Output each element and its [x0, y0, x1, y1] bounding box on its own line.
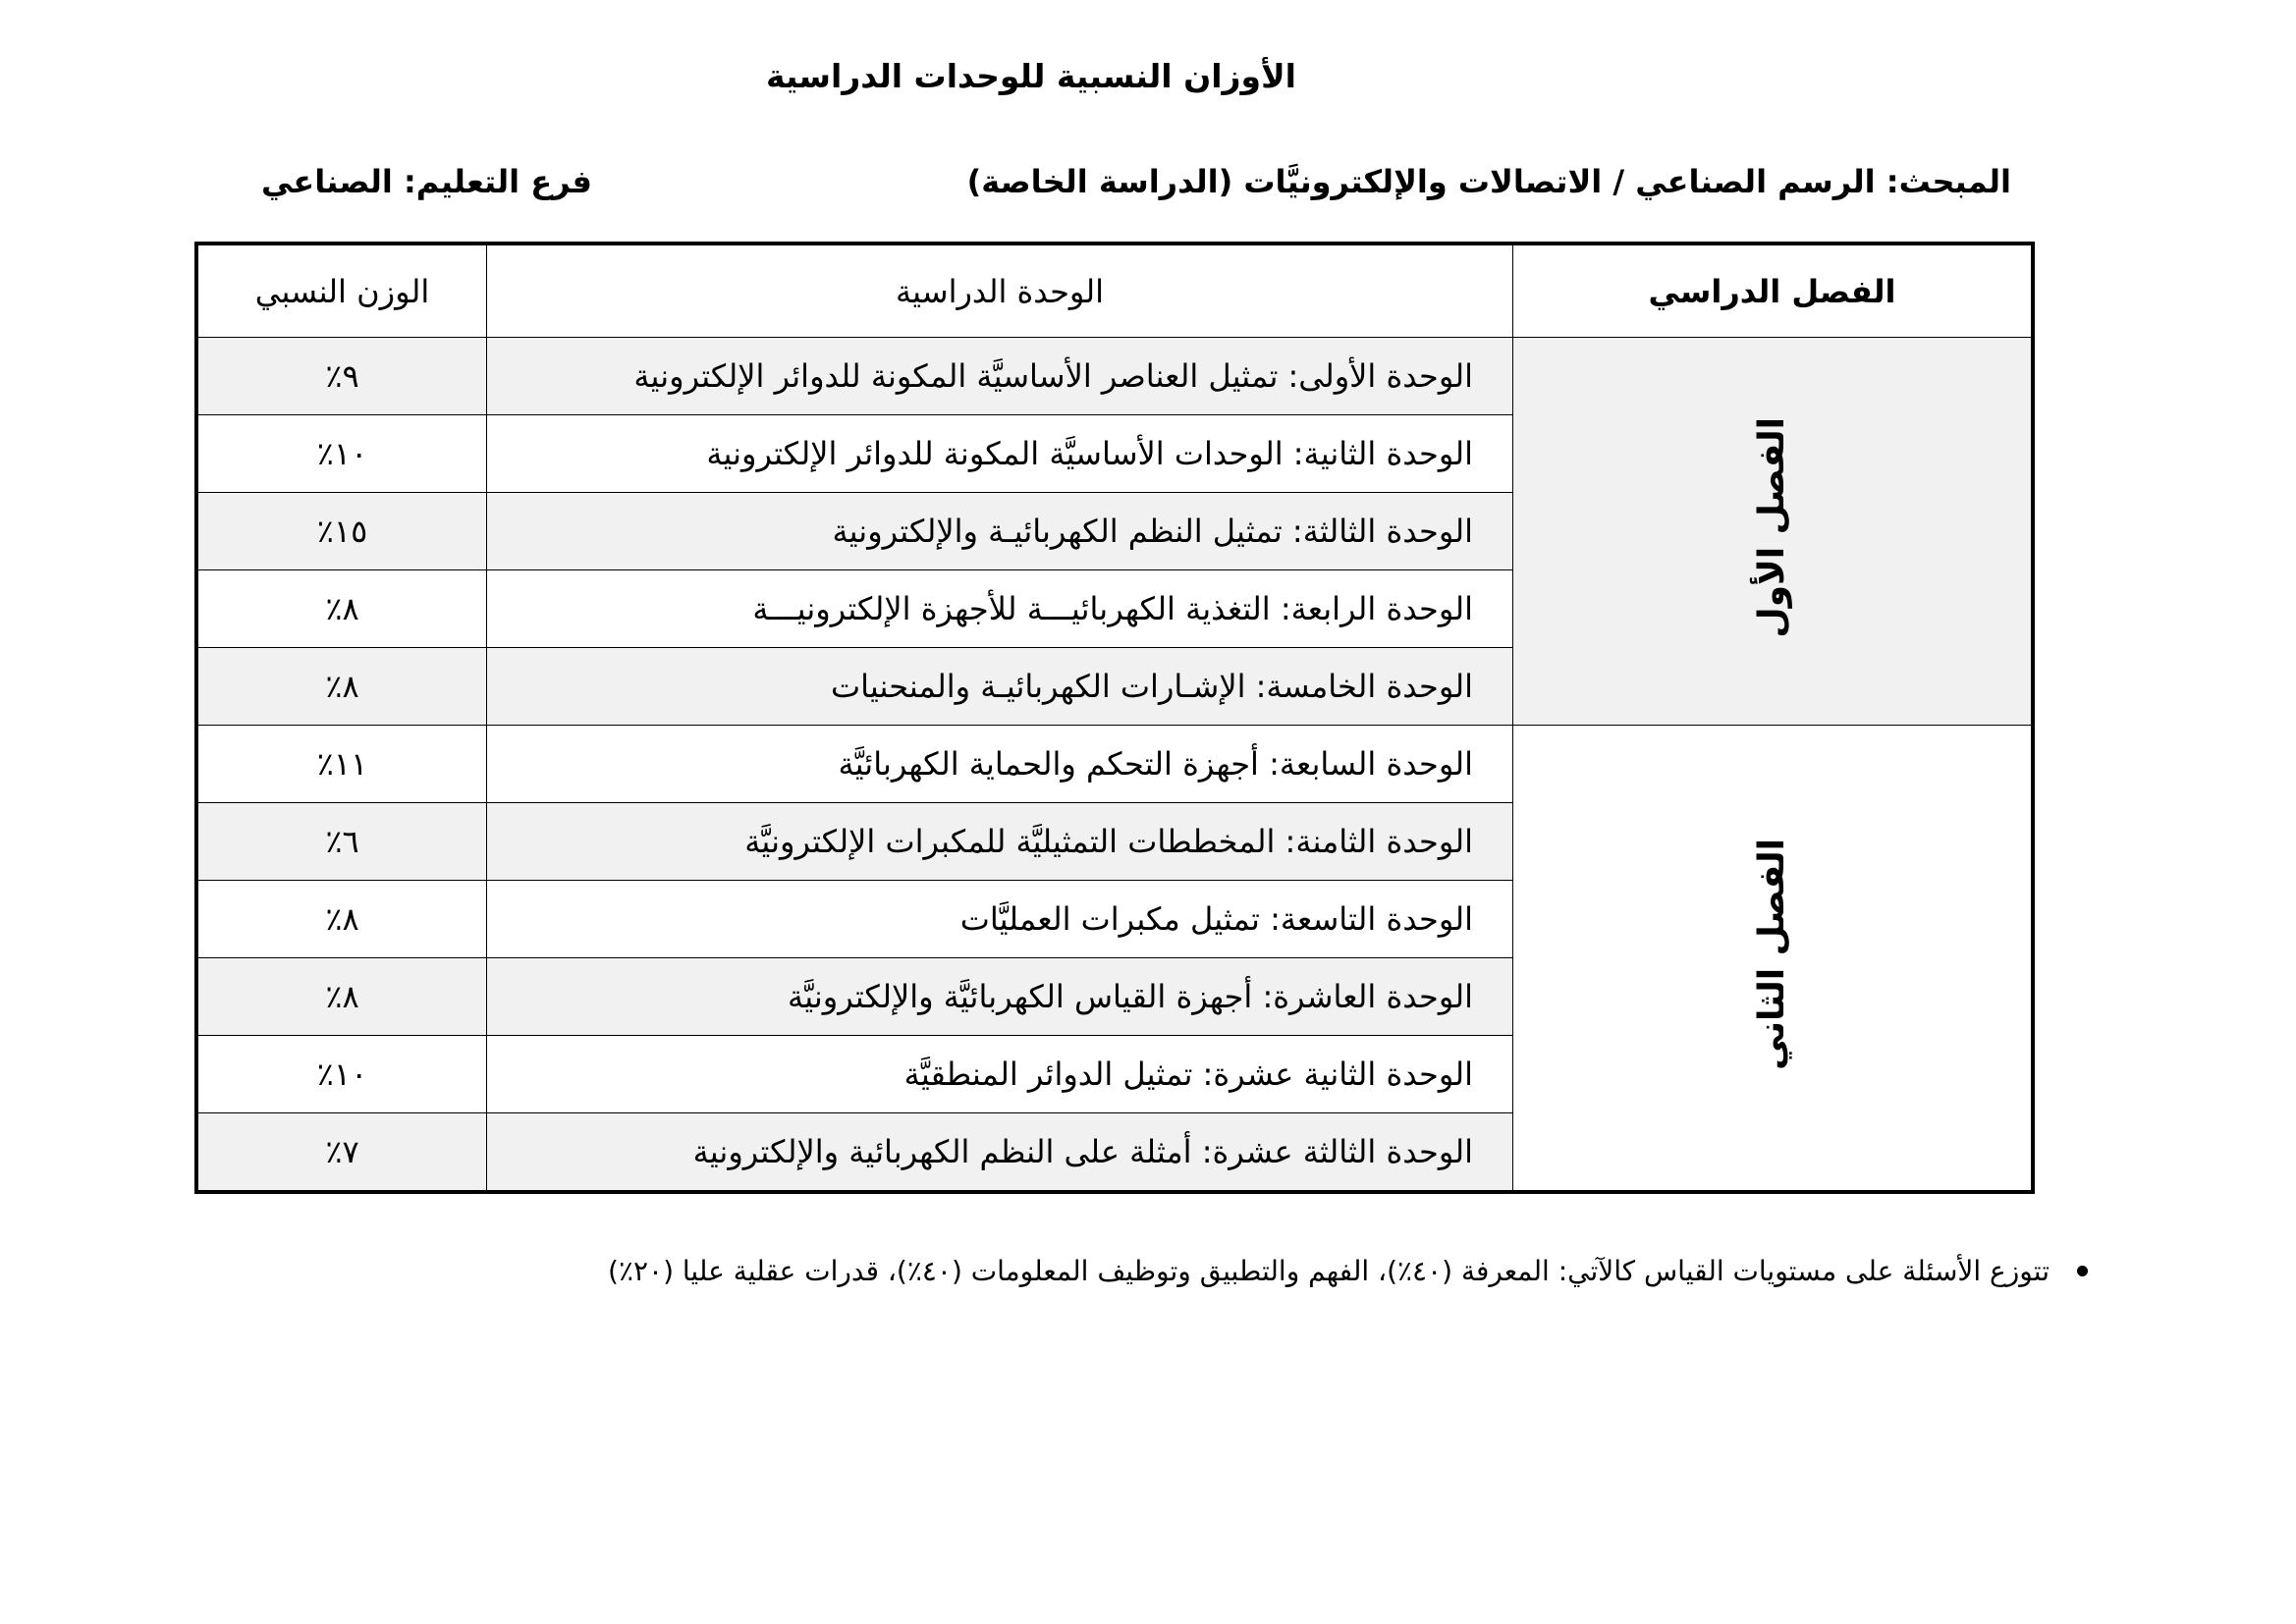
weight-cell: ٨٪ — [196, 881, 487, 958]
unit-cell: الوحدة العاشرة: أجهزة القياس الكهربائيَّة والإلكترونيَّة — [487, 958, 1513, 1036]
unit-cell: الوحدة الرابعة: التغذية الكهربائيـــة للأجهزة الإلكترونيـــة — [487, 570, 1513, 648]
weight-cell: ١٥٪ — [196, 493, 487, 570]
unit-cell: الوحدة الثانية: الوحدات الأساسيَّة المكونة للدوائر الإلكترونية — [487, 415, 1513, 493]
table-header-row — [196, 244, 2033, 338]
weight-cell: ٩٪ — [196, 338, 487, 415]
term-label-first: الفصل الأول — [1752, 416, 1792, 638]
header-unit: الوحدة الدراسية — [487, 244, 1513, 338]
weight-cell: ٨٪ — [196, 958, 487, 1036]
weight-cell: ١٠٪ — [196, 415, 487, 493]
unit-cell: الوحدة الثامنة: المخططات التمثيليَّة للمكبرات الإلكترونيَّة — [487, 803, 1513, 881]
term-label-second: الفصل الثاني — [1752, 838, 1792, 1070]
header-term: الفصل الدراسي — [1513, 244, 2034, 338]
weight-cell: ١١٪ — [196, 726, 487, 803]
weight-cell: ٦٪ — [196, 803, 487, 881]
unit-cell: الوحدة الثالثة: تمثيل النظم الكهربائيـة والإلكترونية — [487, 493, 1513, 570]
unit-cell: الوحدة الثانية عشرة: تمثيل الدوائر المنطقيَّة — [487, 1036, 1513, 1113]
term-cell-first — [1513, 338, 2034, 726]
weight-cell: ٨٪ — [196, 648, 487, 726]
bullet-icon — [2077, 1266, 2088, 1276]
page-title: الأوزان النسبية للوحدات الدراسية — [766, 57, 1296, 95]
unit-cell: الوحدة التاسعة: تمثيل مكبرات العمليَّات — [487, 881, 1513, 958]
distribution-note — [608, 1255, 2088, 1287]
unit-cell: الوحدة الثالثة عشرة: أمثلة على النظم الكهربائية والإلكترونية — [487, 1113, 1513, 1193]
branch-label: فرع التعليم: الصناعي — [261, 163, 592, 200]
table-row — [196, 726, 2033, 803]
subject-label: المبحث: الرسم الصناعي / الاتصالات والإلكترونيَّات (الدراسة الخاصة) — [966, 163, 2011, 200]
weight-cell: ١٠٪ — [196, 1036, 487, 1113]
weight-cell: ٧٪ — [196, 1113, 487, 1193]
distribution-note-text: تتوزع الأسئلة على مستويات القياس كالآتي: المعرفة (٤٠٪)، الفهم والتطبيق وتوظيف المعلومات (٤٠٪)، قدرات عقلية عليا (٢٠٪) — [608, 1255, 2050, 1287]
unit-cell: الوحدة السابعة: أجهزة التحكم والحماية الكهربائيَّة — [487, 726, 1513, 803]
unit-cell: الوحدة الأولى: تمثيل العناصر الأساسيَّة المكونة للدوائر الإلكترونية — [487, 338, 1513, 415]
term-cell-second — [1513, 726, 2034, 1193]
unit-cell: الوحدة الخامسة: الإشـارات الكهربائيـة والمنحنيات — [487, 648, 1513, 726]
table-row — [196, 338, 2033, 415]
header-weight: الوزن النسبي — [196, 244, 487, 338]
weight-cell: ٨٪ — [196, 570, 487, 648]
weights-table — [194, 242, 2035, 1194]
